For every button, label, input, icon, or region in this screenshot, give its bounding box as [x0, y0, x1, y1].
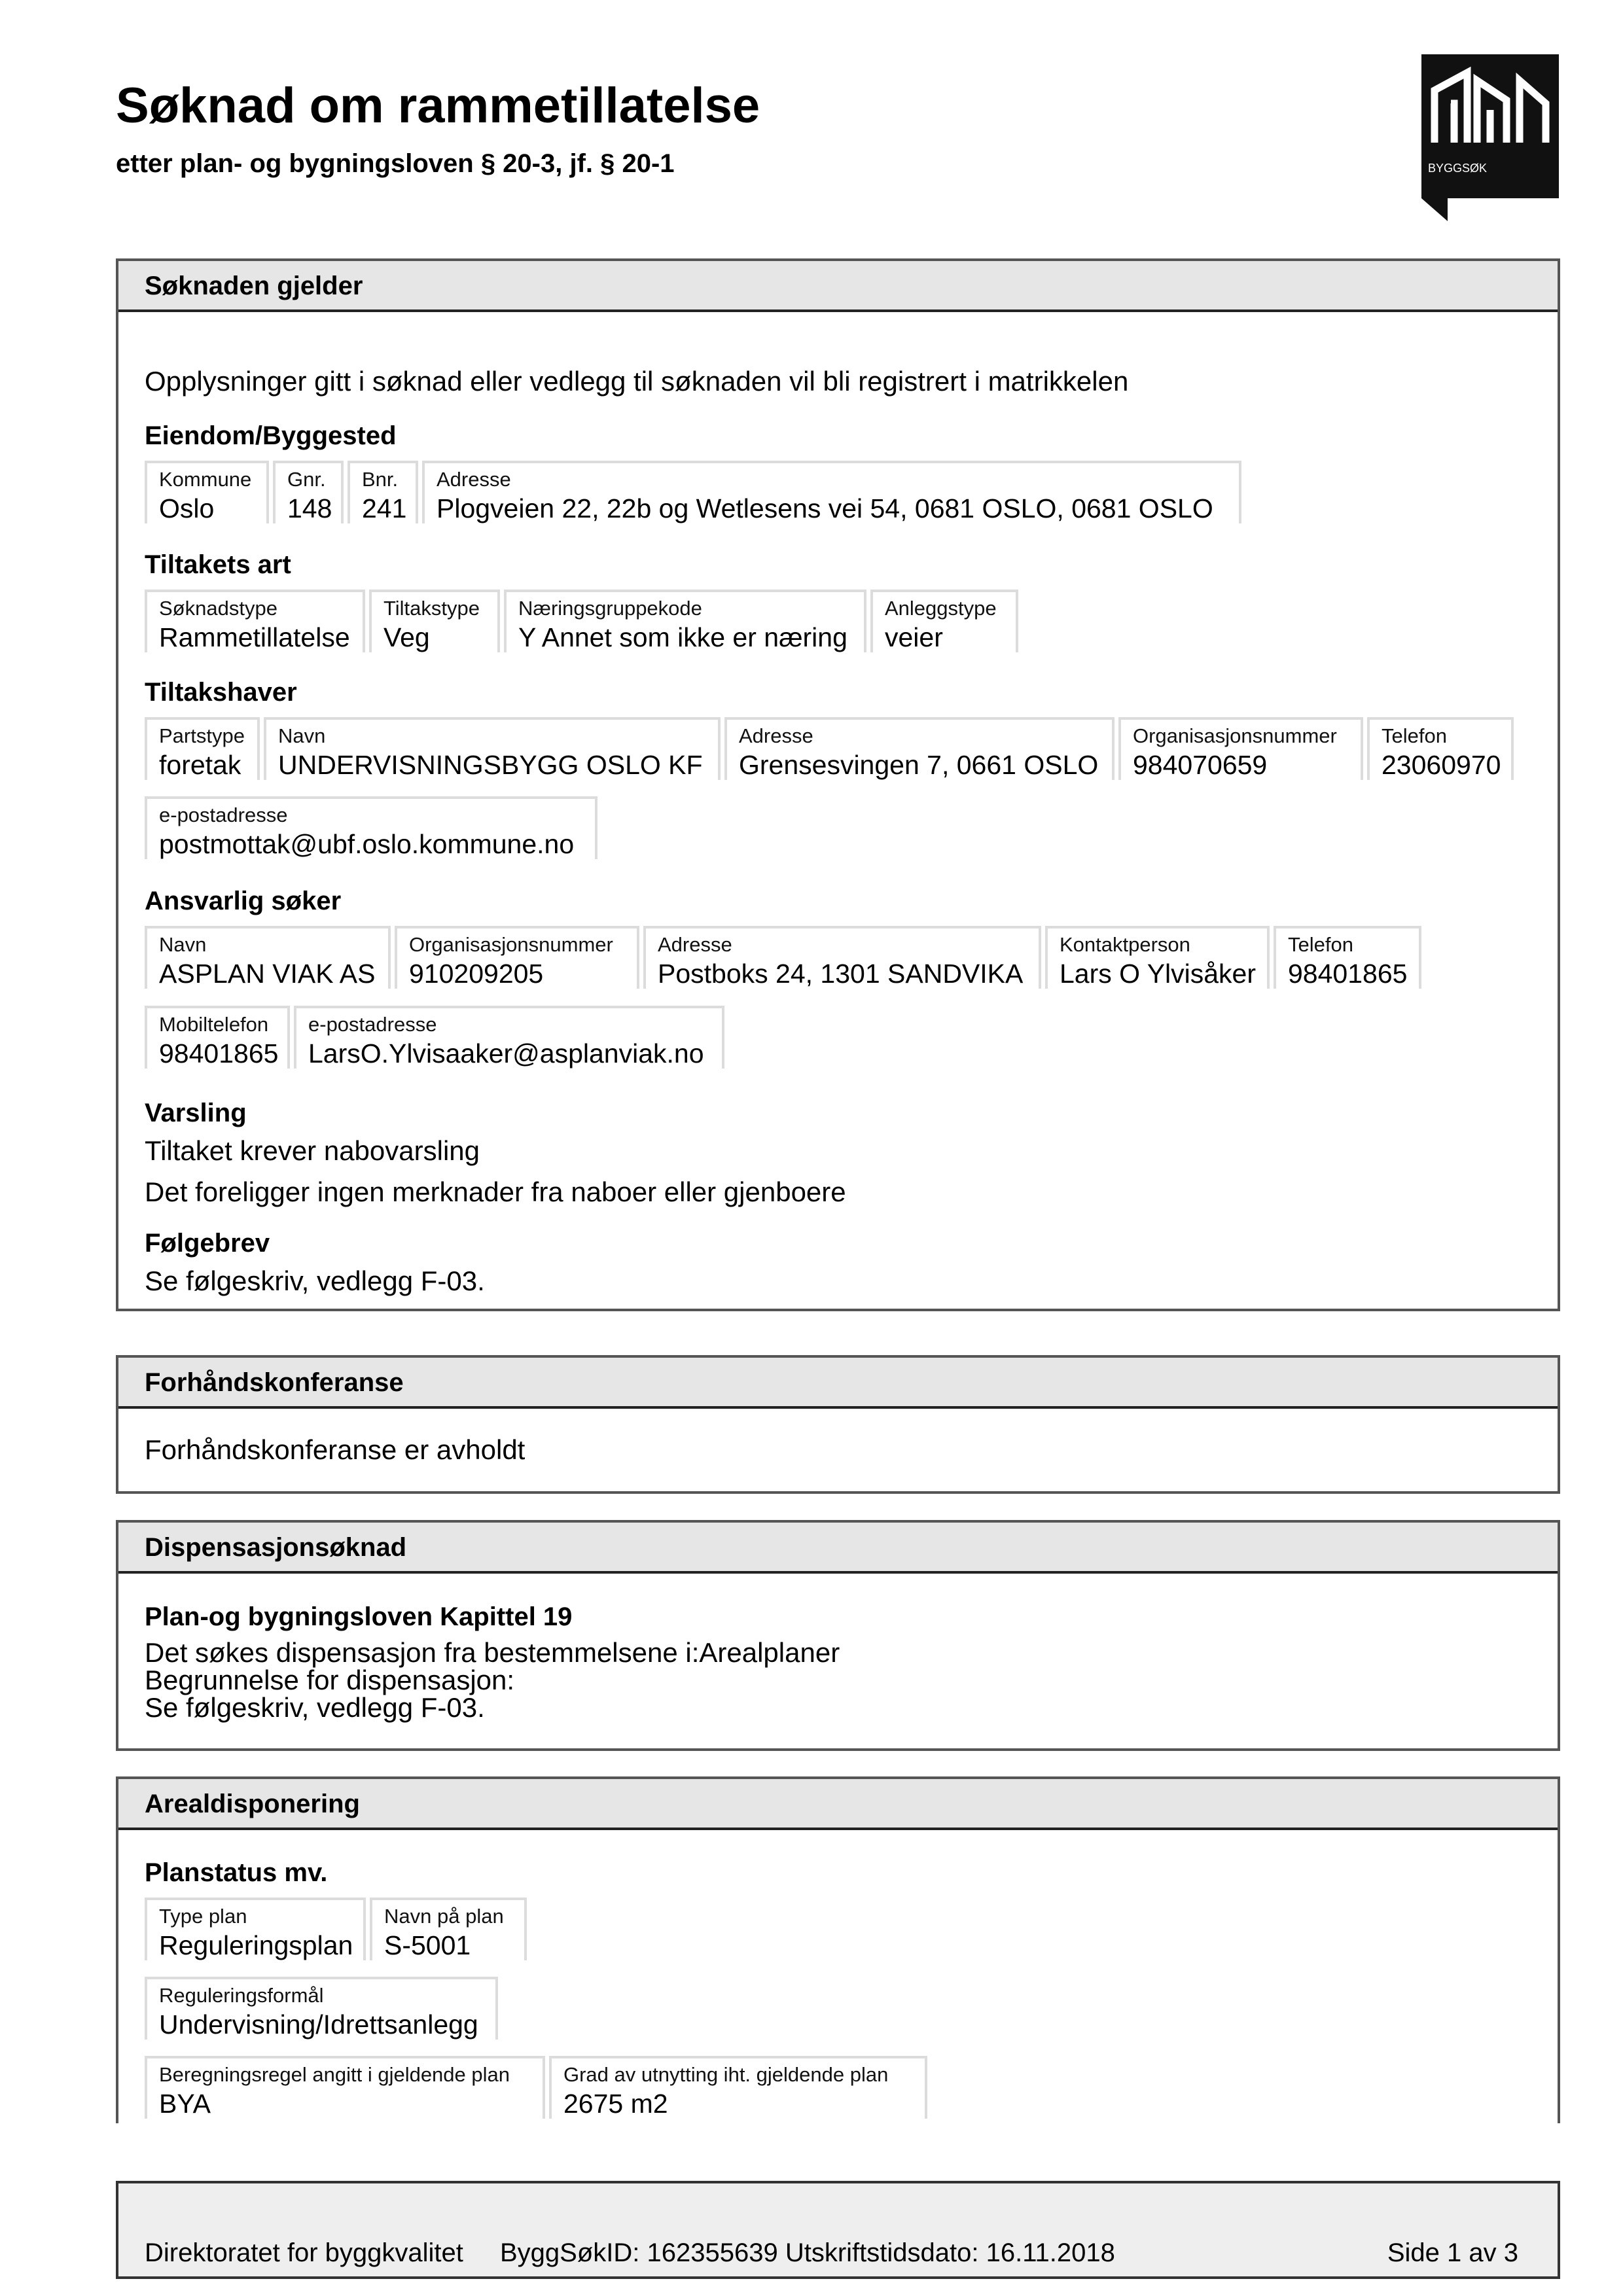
- field-orgnr: Organisasjonsnummer 910209205: [395, 926, 639, 989]
- footer-page-number: Side 1 av 3: [1387, 2238, 1518, 2267]
- field-grad-utnytting: Grad av utnytting iht. gjeldende plan 2675 m2: [549, 2056, 927, 2119]
- field-reguleringsformal: Reguleringsformål Undervisning/Idrettsanlegg: [145, 1977, 498, 2040]
- field-adresse: Adresse Postboks 24, 1301 SANDVIKA: [643, 926, 1041, 989]
- page-footer: [116, 2181, 1560, 2279]
- logo-text: BYGGSØK: [1428, 162, 1488, 175]
- group-heading-ansvarlig-soker: Ansvarlig søker: [145, 887, 342, 915]
- tiltakshaver-fields: [145, 717, 1514, 780]
- field-navn-plan: Navn på plan S-5001: [370, 1898, 527, 1960]
- section-heading: Arealdisponering: [118, 1779, 1558, 1830]
- utnytting-fields: [145, 2056, 927, 2119]
- planstatus-fields: [145, 1898, 527, 1960]
- field-partstype: Partstype foretak: [145, 717, 260, 780]
- dispensasjon-line-1: Det søkes dispensasjon fra bestemmelsene i:Arealplaner: [145, 1637, 840, 1668]
- folgebrev-text: Se følgeskriv, vedlegg F-03.: [145, 1265, 485, 1296]
- field-gnr: Gnr. 148: [273, 461, 344, 523]
- group-heading-folgebrev: Følgebrev: [145, 1229, 270, 1258]
- section-dispensasjon: [116, 1520, 1560, 1751]
- field-telefon: Telefon 23060970: [1367, 717, 1514, 780]
- tiltakshaver-email-fields: [145, 796, 597, 859]
- section-arealdisponering: [116, 1776, 1560, 2123]
- field-type-plan: Type plan Reguleringsplan: [145, 1898, 366, 1960]
- field-adresse: Adresse Grensesvingen 7, 0661 OSLO: [724, 717, 1115, 780]
- section-heading: Forhåndskonferanse: [118, 1358, 1558, 1409]
- field-soknadstype: Søknadstype Rammetillatelse: [145, 590, 365, 652]
- forhandskonferanse-text: Forhåndskonferanse er avholdt: [145, 1434, 526, 1465]
- eiendom-fields: [145, 461, 1241, 523]
- ansvarlig-soker-fields: [145, 926, 1421, 989]
- field-tiltakstype: Tiltakstype Veg: [369, 590, 500, 652]
- field-mobiltelefon: Mobiltelefon 98401865: [145, 1006, 290, 1069]
- tiltakets-art-fields: [145, 590, 1018, 652]
- field-beregningsregel: Beregningsregel angitt i gjeldende plan BYA: [145, 2056, 545, 2119]
- byggsok-logo: [1421, 54, 1559, 221]
- group-heading-planstatus: Planstatus mv.: [145, 1858, 328, 1887]
- page-title: Søknad om rammetillatelse: [116, 78, 760, 133]
- field-anleggstype: Anleggstype veier: [870, 590, 1018, 652]
- group-heading-tiltakshaver: Tiltakshaver: [145, 678, 297, 707]
- field-adresse: Adresse Plogveien 22, 22b og Wetlesens vei 54, 0681 OSLO, 0681 OSLO: [422, 461, 1241, 523]
- intro-text: Opplysninger gitt i søknad eller vedlegg til søknaden vil bli registrert i matrikkelen: [145, 366, 1129, 397]
- section-heading: Dispensasjonsøknad: [118, 1523, 1558, 1574]
- section-forhandskonferanse: [116, 1355, 1560, 1494]
- section-soknaden-gjelder: [116, 258, 1560, 1311]
- dispensasjon-line-3: Se følgeskriv, vedlegg F-03.: [145, 1692, 485, 1723]
- field-bnr: Bnr. 241: [348, 461, 418, 523]
- group-heading-eiendom: Eiendom/Byggested: [145, 421, 397, 450]
- field-naeringsgruppekode: Næringsgruppekode Y Annet som ikke er næring: [504, 590, 866, 652]
- field-orgnr: Organisasjonsnummer 984070659: [1118, 717, 1363, 780]
- field-telefon: Telefon 98401865: [1274, 926, 1421, 989]
- field-kontaktperson: Kontaktperson Lars O Ylvisåker: [1045, 926, 1270, 989]
- field-navn: Navn UNDERVISNINGSBYGG OSLO KF: [264, 717, 721, 780]
- varsling-line-2: Det foreligger ingen merknader fra naboer eller gjenboere: [145, 1176, 846, 1207]
- reguleringsformal-fields: [145, 1977, 498, 2040]
- ansvarlig-soker-contact-fields: [145, 1006, 724, 1069]
- footer-org: Direktoratet for byggkvalitet: [145, 2238, 463, 2267]
- field-kommune: Kommune Oslo: [145, 461, 269, 523]
- field-navn: Navn ASPLAN VIAK AS: [145, 926, 391, 989]
- dispensasjon-line-2: Begrunnelse for dispensasjon:: [145, 1665, 515, 1695]
- page-subtitle: etter plan- og bygningsloven § 20-3, jf. § 20-1: [116, 149, 675, 178]
- group-heading-varsling: Varsling: [145, 1099, 247, 1127]
- field-epost: e-postadresse postmottak@ubf.oslo.kommune.no: [145, 796, 597, 859]
- field-epost: e-postadresse LarsO.Ylvisaaker@asplanviak.no: [294, 1006, 724, 1069]
- varsling-line-1: Tiltaket krever nabovarsling: [145, 1135, 480, 1166]
- section-heading: Søknaden gjelder: [118, 261, 1558, 312]
- group-heading-tiltakets-art: Tiltakets art: [145, 550, 291, 579]
- footer-id: ByggSøkID: 162355639 Utskriftstidsdato: 16.11.2018: [500, 2238, 1115, 2267]
- dispensasjon-subheading: Plan-og bygningsloven Kapittel 19: [145, 1602, 573, 1631]
